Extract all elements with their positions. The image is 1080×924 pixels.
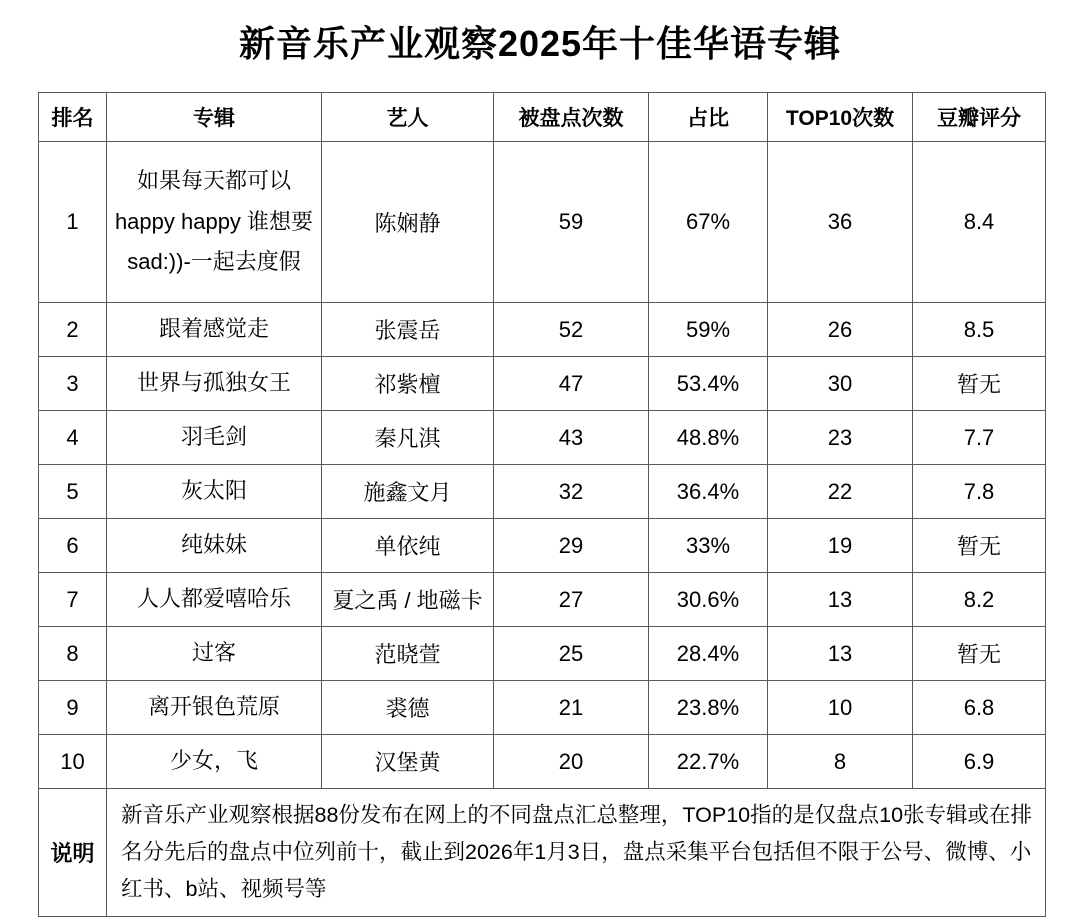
table-cell-douban: 7.7: [913, 411, 1046, 465]
table-cell-top10: 19: [768, 519, 913, 573]
table-cell-share: 53.4%: [649, 357, 768, 411]
table-cell-album: 少女，飞: [107, 735, 322, 789]
table-cell-share: 23.8%: [649, 681, 768, 735]
column-header-share: 占比: [649, 93, 768, 142]
table-cell-top10: 13: [768, 627, 913, 681]
table-row: [39, 357, 1046, 411]
table-row: [39, 142, 1046, 303]
table-cell-artist: 汉堡黄: [322, 735, 494, 789]
table-cell-artist: 祁紫檀: [322, 357, 494, 411]
column-header-rank: 排名: [39, 93, 107, 142]
table-cell-count: 52: [494, 303, 649, 357]
table-cell-share: 28.4%: [649, 627, 768, 681]
column-header-douban: 豆瓣评分: [913, 93, 1046, 142]
table-cell-album: 过客: [107, 627, 322, 681]
table-row: [39, 627, 1046, 681]
table-cell-artist: 张震岳: [322, 303, 494, 357]
table-row: [39, 303, 1046, 357]
table-cell-artist: 范晓萱: [322, 627, 494, 681]
table-cell-count: 21: [494, 681, 649, 735]
table-cell-rank: 1: [39, 142, 107, 303]
table-cell-rank: 6: [39, 519, 107, 573]
table-cell-top10: 8: [768, 735, 913, 789]
table-cell-album: 人人都爱嘻哈乐: [107, 573, 322, 627]
table-cell-top10: 23: [768, 411, 913, 465]
table-cell-count: 32: [494, 465, 649, 519]
table-cell-douban: 8.2: [913, 573, 1046, 627]
table-cell-count: 20: [494, 735, 649, 789]
ranking-table: [38, 92, 1046, 917]
table-cell-rank: 10: [39, 735, 107, 789]
table-cell-artist: 夏之禹 / 地磁卡: [322, 573, 494, 627]
column-header-artist: 艺人: [322, 93, 494, 142]
table-cell-douban: 8.4: [913, 142, 1046, 303]
table-cell-rank: 7: [39, 573, 107, 627]
table-cell-album: 离开银色荒原: [107, 681, 322, 735]
table-cell-count: 43: [494, 411, 649, 465]
table-cell-artist: 施鑫文月: [322, 465, 494, 519]
table-cell-rank: 4: [39, 411, 107, 465]
table-cell-rank: 5: [39, 465, 107, 519]
column-header-top10: TOP10次数: [768, 93, 913, 142]
table-header: [39, 93, 1046, 142]
table-cell-douban: 6.9: [913, 735, 1046, 789]
table-cell-top10: 10: [768, 681, 913, 735]
table-cell-douban: 6.8: [913, 681, 1046, 735]
table-cell-douban: 暂无: [913, 519, 1046, 573]
table-cell-share: 36.4%: [649, 465, 768, 519]
note-text: 新音乐产业观察根据88份发布在网上的不同盘点汇总整理，TOP10指的是仅盘点10张专辑或在排名分先后的盘点中位列前十，截止到2026年1月3日，盘点采集平台包括但不限于公号、微博、小红书、b站、视频号等: [107, 789, 1046, 917]
table-cell-album: 羽毛剑: [107, 411, 322, 465]
table-cell-share: 30.6%: [649, 573, 768, 627]
table-cell-artist: 陈娴静: [322, 142, 494, 303]
table-cell-share: 59%: [649, 303, 768, 357]
table-cell-douban: 8.5: [913, 303, 1046, 357]
table-cell-album: 如果每天都可以 happy happy 谁想要sad:))-一起去度假: [107, 142, 322, 303]
table-row: [39, 681, 1046, 735]
table-body: [39, 142, 1046, 789]
table-cell-rank: 3: [39, 357, 107, 411]
table-cell-count: 47: [494, 357, 649, 411]
table-cell-share: 67%: [649, 142, 768, 303]
table-cell-rank: 8: [39, 627, 107, 681]
table-row: [39, 735, 1046, 789]
table-cell-top10: 26: [768, 303, 913, 357]
table-cell-top10: 13: [768, 573, 913, 627]
table-cell-artist: 单依纯: [322, 519, 494, 573]
table-cell-count: 27: [494, 573, 649, 627]
table-row: [39, 573, 1046, 627]
table-cell-share: 33%: [649, 519, 768, 573]
table-cell-share: 22.7%: [649, 735, 768, 789]
table-header-row: [39, 93, 1046, 142]
column-header-album: 专辑: [107, 93, 322, 142]
table-cell-album: 纯妹妹: [107, 519, 322, 573]
page-title: 新音乐产业观察2025年十佳华语专辑: [238, 23, 842, 64]
table-cell-artist: 秦凡淇: [322, 411, 494, 465]
note-row: [39, 789, 1046, 917]
table-cell-rank: 2: [39, 303, 107, 357]
table-cell-top10: 22: [768, 465, 913, 519]
table-footer: [39, 789, 1046, 917]
table-cell-douban: 暂无: [913, 627, 1046, 681]
table-row: [39, 411, 1046, 465]
table-row: [39, 519, 1046, 573]
table-cell-artist: 裘德: [322, 681, 494, 735]
table-cell-top10: 36: [768, 142, 913, 303]
table-cell-album: 跟着感觉走: [107, 303, 322, 357]
table-row: [39, 465, 1046, 519]
table-cell-top10: 30: [768, 357, 913, 411]
table-cell-count: 59: [494, 142, 649, 303]
table-cell-album: 灰太阳: [107, 465, 322, 519]
note-label: 说明: [39, 789, 107, 917]
table-cell-count: 29: [494, 519, 649, 573]
table-cell-album: 世界与孤独女王: [107, 357, 322, 411]
column-header-count: 被盘点次数: [494, 93, 649, 142]
table-cell-share: 48.8%: [649, 411, 768, 465]
table-cell-douban: 暂无: [913, 357, 1046, 411]
table-cell-count: 25: [494, 627, 649, 681]
table-cell-rank: 9: [39, 681, 107, 735]
table-cell-douban: 7.8: [913, 465, 1046, 519]
